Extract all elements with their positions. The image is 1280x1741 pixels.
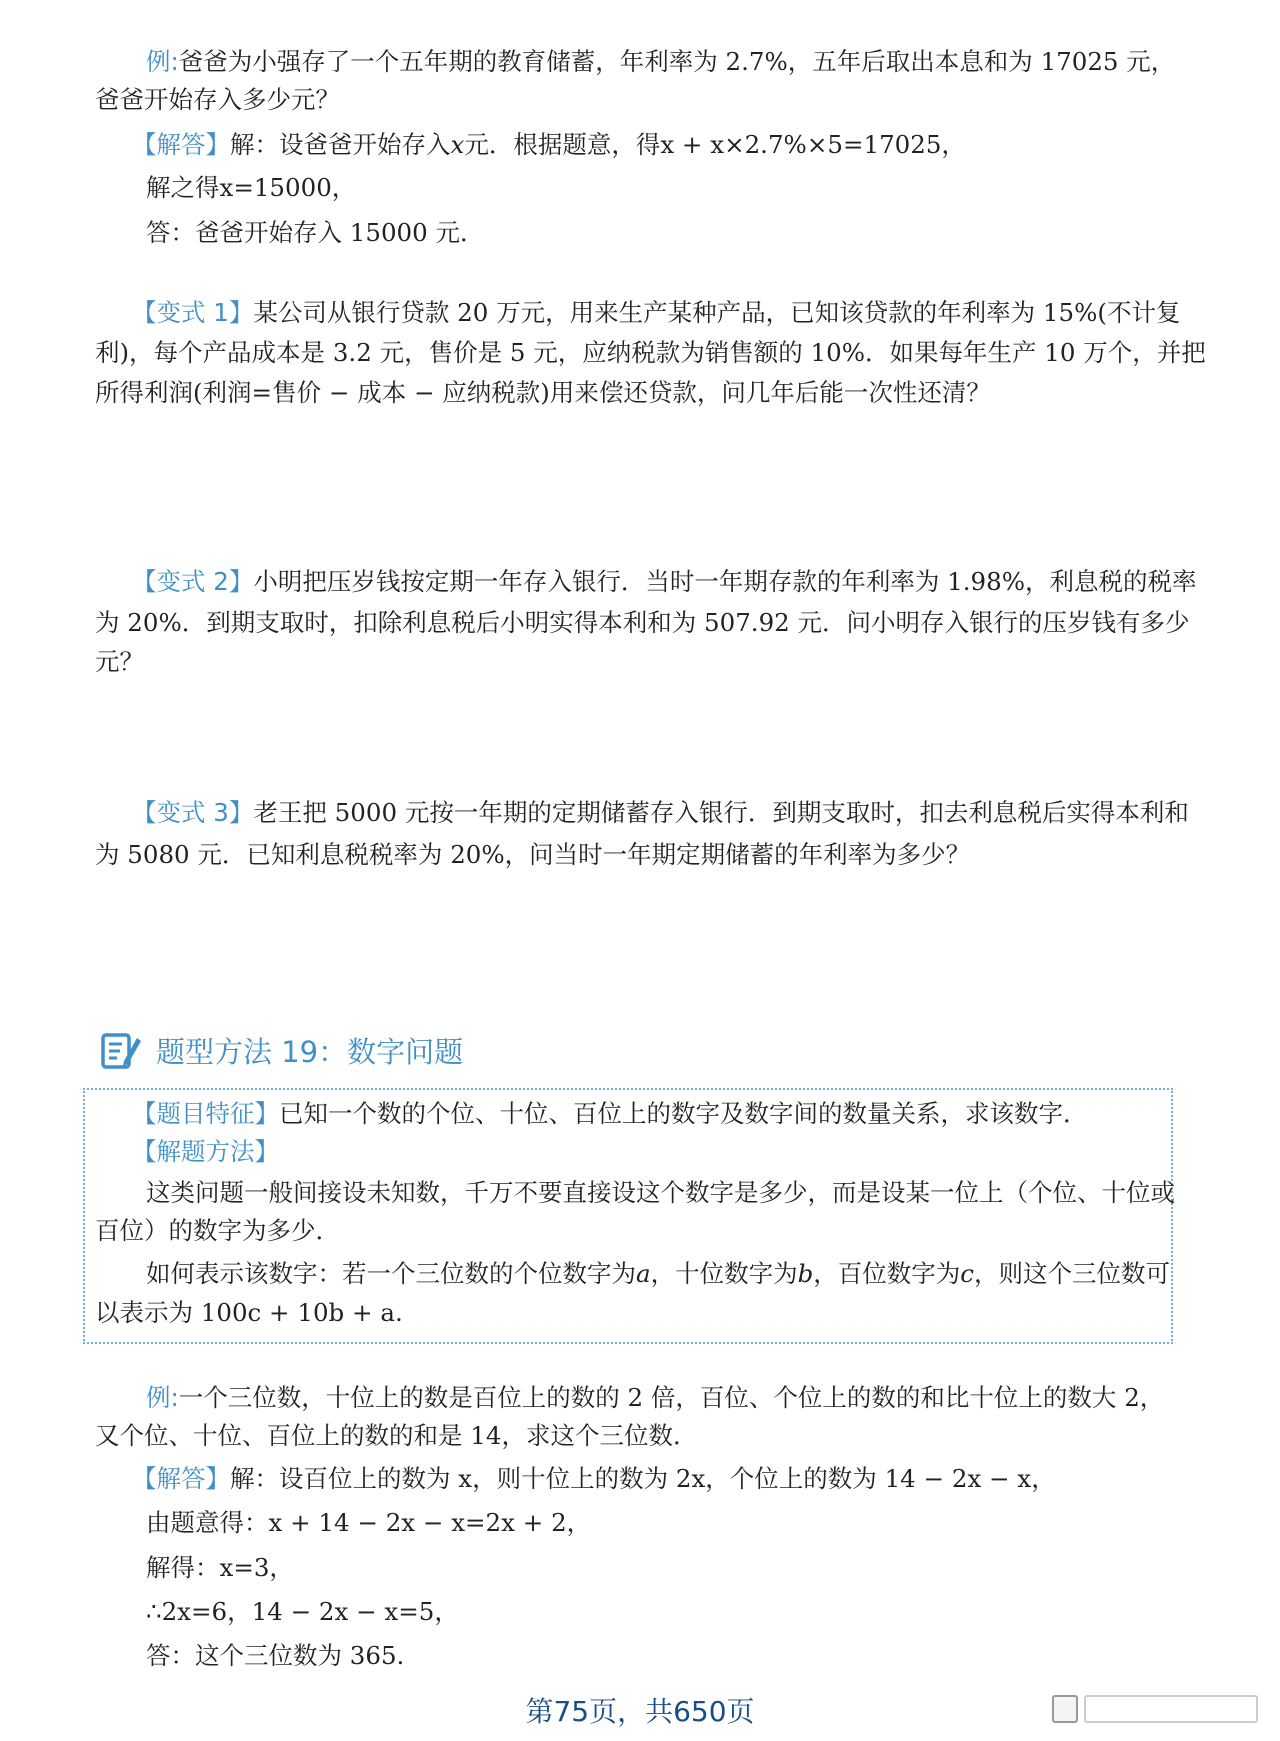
variant2-line1: 【变式 2】小明把压岁钱按定期一年存入银行．当时一年期存款的年利率为 1.98%，利息税的税率 xyxy=(132,567,1197,596)
example2-question-line2: 又个位、十位、百位上的数的和是 14，求这个三位数． xyxy=(95,1421,698,1450)
scroll-track[interactable] xyxy=(1084,1695,1258,1723)
variant3-line2: 为 5080 元．已知利息税税率为 20%，问当时一年期定期储蓄的年利率为多少？ xyxy=(95,840,971,869)
method-line3: 如何表示该数字：若一个三位数的个位数字为a，十位数字为b，百位数字为c，则这个三位数可 xyxy=(146,1259,1171,1288)
example2-answer-line2: 由题意得：x + 14 − 2x − x=2x + 2， xyxy=(146,1508,592,1537)
variant2-line3: 元？ xyxy=(95,647,144,676)
example1-answer-line1: 【解答】解：设爸爸开始存入x元．根据题意，得x + x×2.7%×5=17025， xyxy=(132,130,966,159)
example2-answer-line5: 答：这个三位数为 365. xyxy=(146,1641,405,1670)
section-title-text: 题型方法 19：数字问题 xyxy=(156,1034,464,1069)
pencil-notepad-icon xyxy=(100,1029,142,1071)
example2-question-line1: 例:一个三位数，十位上的数是百位上的数的 2 倍，百位、个位上的数的和比十位上的数大 2， xyxy=(146,1383,1165,1412)
variant3-line1: 【变式 3】老王把 5000 元按一年期的定期储蓄存入银行．到期支取时，扣去利息税后实得本利和 xyxy=(132,798,1189,827)
page-indicator: 第75页，共650页 xyxy=(525,1695,755,1728)
example1-question-line1: 例:爸爸为小强存了一个五年期的教育储蓄，年利率为 2.7%，五年后取出本息和为 17025 元， xyxy=(146,47,1176,76)
method-label-line: 【解题方法】 xyxy=(132,1137,279,1166)
example1-answer-line3: 答：爸爸开始存入 15000 元． xyxy=(146,218,485,247)
section-title xyxy=(100,1025,463,1075)
method-feature-line: 【题目特征】已知一个数的个位、十位、百位上的数字及数字间的数量关系，求该数字． xyxy=(132,1099,1088,1128)
scroll-thumb[interactable] xyxy=(1052,1695,1078,1723)
variant1-line1: 【变式 1】某公司从银行贷款 20 万元，用来生产某种产品，已知该贷款的年利率为 15%(不计复 xyxy=(132,298,1181,327)
example2-answer-line4: ∴2x=6，14 − 2x − x=5， xyxy=(146,1597,459,1626)
method-line2: 百位）的数字为多少． xyxy=(95,1216,340,1245)
method-line4: 以表示为 100c + 10b + a. xyxy=(95,1298,403,1327)
variant1-line2: 利)，每个产品成本是 3.2 元，售价是 5 元，应纳税款为销售额的 10%．如果每年生产 10 万个，并把 xyxy=(95,338,1206,367)
variant2-line2: 为 20%．到期支取时，扣除利息税后小明实得本利和为 507.92 元．问小明存入银行的压岁钱有多少 xyxy=(95,608,1190,637)
example2-answer-line3: 解得：x=3， xyxy=(146,1553,294,1582)
example1-question-line2: 爸爸开始存入多少元？ xyxy=(95,85,340,114)
example2-answer-line1: 【解答】解：设百位上的数为 x，则十位上的数为 2x，个位上的数为 14 − 2x − x， xyxy=(132,1464,1056,1493)
example1-answer-line2: 解之得x=15000， xyxy=(146,173,357,202)
variant1-line3: 所得利润(利润=售价 − 成本 − 应纳税款)用来偿还贷款，问几年后能一次性还清？ xyxy=(95,378,991,407)
viewer-scrollbar[interactable] xyxy=(1052,1692,1262,1726)
method-line1: 这类问题一般间接设未知数，千万不要直接设这个数字是多少，而是设某一位上（个位、十位或 xyxy=(146,1178,1175,1207)
